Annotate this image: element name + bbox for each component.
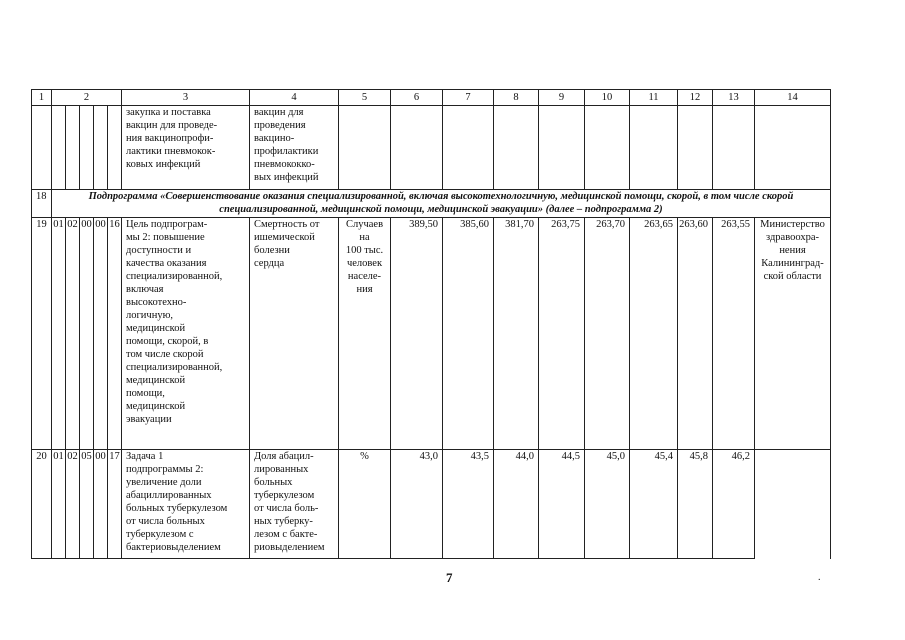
value-cell: 263,70 (585, 218, 630, 450)
code-cell: 17 (108, 450, 122, 559)
code-cell (66, 106, 80, 190)
responsible-cell (755, 106, 831, 190)
value-cell: 389,50 (391, 218, 443, 450)
code-cell: 01 (52, 450, 66, 559)
header-cell: 3 (122, 90, 250, 106)
header-cell: 11 (630, 90, 678, 106)
footer-mark: . (818, 572, 821, 583)
value-cell (630, 106, 678, 190)
code-cell (80, 106, 94, 190)
header-row (32, 90, 831, 106)
row-number-cell: 19 (32, 218, 52, 450)
indicator-name: Смертность от ишемической болезни сердца (250, 218, 339, 450)
value-cell: 45,4 (630, 450, 678, 559)
header-cell: 6 (391, 90, 443, 106)
subprogram-title: Подпрограмма «Совершенствование оказания специализированной, включая высокотехнологичную, медицинской помощи, скорой, в том числе скорой специализированной, медицинской помощи, медицинской эвакуации» (далее – подпрограмма 2) (52, 190, 831, 218)
subprogram-row (32, 190, 831, 218)
header-cell: 5 (339, 90, 391, 106)
value-cell (391, 106, 443, 190)
header-cell: 13 (713, 90, 755, 106)
page-number: 7 (446, 570, 453, 585)
header-cell: 7 (443, 90, 494, 106)
value-cell: 44,0 (494, 450, 539, 559)
goal-description: Цель подпрограм- мы 2: повышение доступности и качества оказания специализированной, включая высокотехно- логичную, медицинской помощи, скорой, в том числе скорой специализированной, медицинской помощи, медицинской эвакуации (122, 218, 250, 450)
code-cell: 05 (80, 450, 94, 559)
value-cell (678, 106, 713, 190)
row-number-cell (32, 106, 52, 190)
value-cell: 45,8 (678, 450, 713, 559)
table-row (32, 106, 831, 190)
indicator-name: вакцин для проведения вакцино- профилактики пневмококко- вых инфекций (250, 106, 339, 190)
header-cell: 8 (494, 90, 539, 106)
header-cell: 12 (678, 90, 713, 106)
row-number-cell: 18 (32, 190, 52, 218)
code-cell: 16 (108, 218, 122, 450)
unit-cell (339, 106, 391, 190)
code-cell: 02 (66, 450, 80, 559)
table-row (32, 218, 831, 450)
header-cell: 2 (52, 90, 122, 106)
value-cell: 263,60 (678, 218, 713, 450)
value-cell: 43,5 (443, 450, 494, 559)
code-cell (108, 106, 122, 190)
value-cell (494, 106, 539, 190)
code-cell (52, 106, 66, 190)
indicator-name: Доля абацил- лированных больных туберкулезом от числа боль- ных туберку- лезом с бакте- риовыделением (250, 450, 339, 559)
code-cell: 02 (66, 218, 80, 450)
unit-cell: % (339, 450, 391, 559)
indicator-table (31, 89, 831, 559)
header-cell: 4 (250, 90, 339, 106)
header-cell: 14 (755, 90, 831, 106)
value-cell (539, 106, 585, 190)
task-description: Задача 1 подпрограммы 2: увеличение доли абациллированных больных туберкулезом от числа больных туберкулезом с бактериовыделением (122, 450, 250, 559)
value-cell (585, 106, 630, 190)
row-number-cell: 20 (32, 450, 52, 559)
value-cell: 45,0 (585, 450, 630, 559)
value-cell (713, 106, 755, 190)
value-cell: 385,60 (443, 218, 494, 450)
value-cell (443, 106, 494, 190)
code-cell: 00 (94, 450, 108, 559)
value-cell: 263,75 (539, 218, 585, 450)
header-cell: 10 (585, 90, 630, 106)
table-row (32, 450, 831, 559)
header-cell: 1 (32, 90, 52, 106)
value-cell: 46,2 (713, 450, 755, 559)
code-cell (94, 106, 108, 190)
measure-description: закупка и поставка вакцин для проведе- ния вакцинопрофи- лактики пневмокок- ковых инфекций (122, 106, 250, 190)
responsible-cell: Министерство здравоохра- нения Калининград- ской области (755, 218, 831, 450)
responsible-cell (755, 450, 831, 559)
header-cell: 9 (539, 90, 585, 106)
value-cell: 263,55 (713, 218, 755, 450)
value-cell: 263,65 (630, 218, 678, 450)
code-cell: 00 (80, 218, 94, 450)
code-cell: 00 (94, 218, 108, 450)
unit-cell: Случаев на 100 тыс. человек населе- ния (339, 218, 391, 450)
value-cell: 381,70 (494, 218, 539, 450)
code-cell: 01 (52, 218, 66, 450)
value-cell: 43,0 (391, 450, 443, 559)
value-cell: 44,5 (539, 450, 585, 559)
